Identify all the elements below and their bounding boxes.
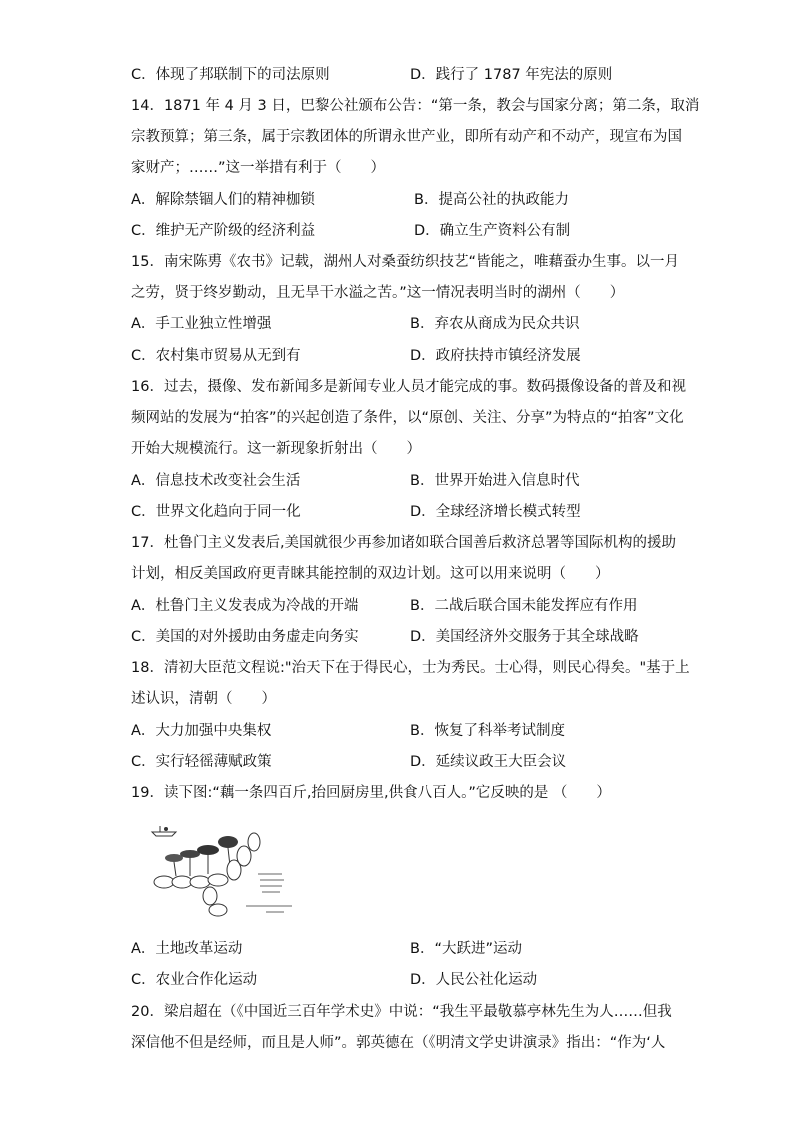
q20-stem-line-1: 20．梁启超在（《中国近三百年学术史》中说：“我生平最敬慕亭林先生为人……但我 [131, 1004, 672, 1020]
q14-option-a: A．解除禁锢人们的精神枷锁 [131, 192, 315, 208]
q16-option-c: C．世界文化趋向于同一化 [131, 504, 301, 520]
q19-option-b: B．“大跃进”运动 [410, 941, 522, 957]
q14-option-c: C．维护无产阶级的经济利益 [131, 223, 316, 239]
q15-option-a: A．手工业独立性增强 [131, 316, 272, 332]
q13-option-d: D．践行了 1787 年宪法的原则 [410, 67, 613, 83]
q16-stem-line-3: 开始大规模流行。这一新现象折射出（ ） [131, 441, 421, 457]
q14-option-b: B．提高公社的执政能力 [414, 192, 569, 208]
q17-option-a: A．杜鲁门主义发表成为冷战的开端 [131, 598, 359, 614]
q15-option-c: C．农村集市贸易从无到有 [131, 348, 301, 364]
q18-option-a: A．大力加强中央集权 [131, 723, 272, 739]
q17-option-c: C．美国的对外援助由务虚走向务实 [131, 629, 359, 645]
q18-stem-line-2: 述认识，清朝（ ） [131, 691, 276, 707]
q19-option-d: D．人民公社化运动 [410, 972, 538, 988]
q14-stem-line-2: 宗教预算；第三条，属于宗教团体的所谓永世产业，即所有动产和不动产，现宣布为国 [131, 129, 682, 145]
q14-stem-line-3: 家财产；……”这一举措有利于（ ） [131, 160, 386, 176]
q17-option-d: D．美国经济外交服务于其全球战略 [410, 629, 639, 645]
q15-stem-line-2: 之劳，贤于终岁勤动，且无旱干水溢之苦。”这一情况表明当时的湖州（ ） [131, 285, 625, 301]
q18-option-b: B．恢复了科举考试制度 [410, 723, 565, 739]
q13-option-c: C．体现了邦联制下的司法原则 [131, 67, 330, 83]
q17-stem-line-1: 17．杜鲁门主义发表后,美国就很少再参加诸如联合国善后救济总署等国际机构的援助 [131, 535, 677, 551]
q14-stem-line-1: 14．1871 年 4 月 3 日，巴黎公社颁布公告：“第一条，教会与国家分离；第二条，取消 [131, 98, 700, 114]
q19-option-c: C．农业合作化运动 [131, 972, 258, 988]
lotus-root-cartoon-image [146, 820, 306, 920]
q16-option-b: B．世界开始进入信息时代 [410, 473, 580, 489]
q16-stem-line-1: 16．过去，摄像、发布新闻多是新闻专业人员才能完成的事。数码摄像设备的普及和视 [131, 379, 686, 395]
q17-option-b: B．二战后联合国未能发挥应有作用 [410, 598, 638, 614]
q20-stem-line-2: 深信他不但是经师，而且是人师”。郭英德在（《明清文学史讲演录》指出：“作为‘人 [131, 1035, 666, 1051]
q14-option-d: D．确立生产资料公有制 [414, 223, 571, 239]
q19-stem-line-1: 19．读下图:“藕一条四百斤,抬回厨房里,供食八百人。”它反映的是 （ ） [131, 785, 611, 801]
q16-option-a: A．信息技术改变社会生活 [131, 473, 301, 489]
q18-option-d: D．延续议政王大臣会议 [410, 754, 567, 770]
q16-stem-line-2: 频网站的发展为“拍客”的兴起创造了条件，以“原创、关注、分享”为特点的“拍客”文化 [131, 410, 684, 426]
q18-stem-line-1: 18．清初大臣范文程说:"治天下在于得民心，士为秀民。士心得，则民心得矣。"基于上 [131, 660, 690, 676]
q19-option-a: A．土地改革运动 [131, 941, 243, 957]
q17-stem-line-2: 计划，相反美国政府更青睐其能控制的双边计划。这可以用来说明（ ） [131, 566, 610, 582]
q15-option-d: D．政府扶持市镇经济发展 [410, 348, 581, 364]
q18-option-c: C．实行轻徭薄赋政策 [131, 754, 272, 770]
q15-stem-line-1: 15．南宋陈旉《农书》记载，湖州人对桑蚕纺织技艺“皆能之，唯藉蚕办生事。以一月 [131, 254, 679, 270]
q16-option-d: D．全球经济增长模式转型 [410, 504, 581, 520]
q15-option-b: B．弃农从商成为民众共识 [410, 316, 580, 332]
